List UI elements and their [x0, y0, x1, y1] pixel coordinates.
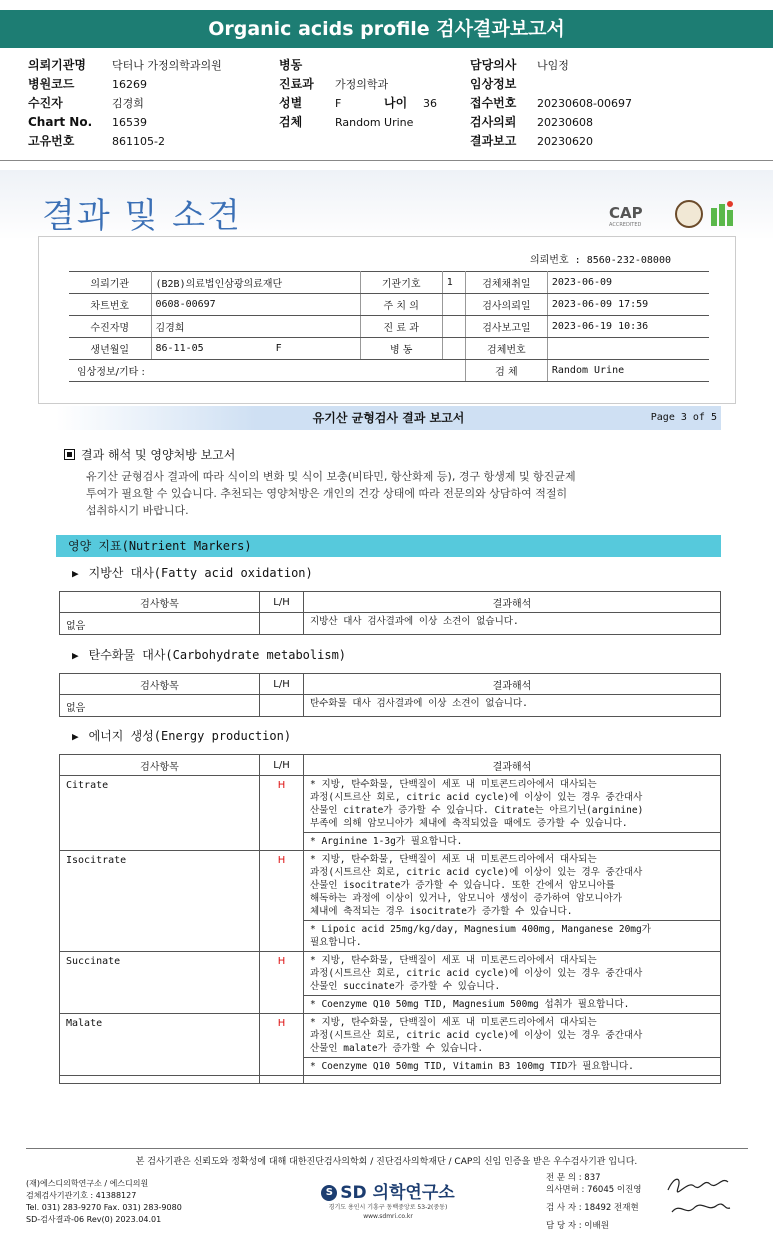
- description-line: 부족에 의해 암모니아가 체내에 축적되었을 때에도 증가할 수 있습니다.: [310, 818, 628, 829]
- info-label: 기관기호: [360, 272, 442, 294]
- header-label: 담당의사: [470, 58, 517, 72]
- header-value: 나임정: [537, 59, 569, 72]
- description-line: 체내에 축적되는 경우 isocitrate가 증가할 수 있습니다.: [310, 906, 573, 917]
- interpretation-line: 투여가 필요할 수 있습니다. 추천되는 영양처방은 개인의 건강 상태에 따라 전문의와 상담하여 적절히: [86, 487, 568, 500]
- triangle-right-icon: ▶: [72, 567, 79, 580]
- divider: [0, 160, 773, 161]
- section-title: 결과 및 소견: [42, 196, 242, 236]
- table-row: [60, 1014, 721, 1058]
- description-line: 산물인 citrate가 증가할 수 있습니다. Citrate는 아르기닌(arginine): [310, 805, 644, 816]
- seal-logo: [675, 200, 703, 228]
- recommendation-line: * Coenzyme Q10 50mg TID, Magnesium 500mg 섭취가 필요합니다.: [310, 999, 630, 1010]
- result-description: [304, 952, 721, 996]
- description-line: 과정(시트르산 회로, citric acid cycle)에 이상이 있는 경우 중간대사: [310, 1030, 643, 1041]
- lab-contact: [26, 1178, 182, 1226]
- col-interp: 결과해석: [304, 592, 721, 613]
- lab-logo: [709, 200, 735, 228]
- info-label: 주 치 의: [360, 294, 442, 316]
- description-line: 산물인 isocitrate가 증가할 수 있습니다. 또한 간에서 암모니아를: [310, 880, 615, 891]
- result-item: 없음: [60, 613, 260, 635]
- info-label: 병 동: [360, 338, 442, 360]
- col-interp: 결과해석: [304, 755, 721, 776]
- info-label: 의뢰기관: [69, 272, 151, 294]
- result-flag: [260, 613, 304, 635]
- recommendation-line: 필요합니다.: [310, 937, 362, 948]
- patient-header: [0, 56, 773, 152]
- result-recommendation: [304, 996, 721, 1014]
- report-bar: [56, 406, 721, 430]
- header-value: 16539: [112, 116, 147, 129]
- description-line: 과정(시트르산 회로, citric acid cycle)에 이상이 있는 경우 중간대사: [310, 867, 643, 878]
- section-heading-text: 에너지 생성(Energy production): [88, 729, 292, 743]
- header-value: 닥터나 가정의학과의원: [112, 59, 222, 72]
- info-label: 차트번호: [69, 294, 151, 316]
- result-recommendation: [304, 921, 721, 952]
- result-recommendation: [304, 833, 721, 851]
- request-number: 의뢰번호 : 8560-232-08000: [529, 255, 671, 266]
- info-label: 검 체: [465, 360, 547, 382]
- info-value: 김경희: [151, 316, 360, 338]
- report-subtitle: 유기산 균형검사 결과 보고서: [312, 411, 465, 425]
- recommendation-line: * Lipoic acid 25mg/kg/day, Magnesium 400mg, Manganese 20mg가: [310, 924, 651, 935]
- lab-url: www.sdmri.co.kr: [363, 1213, 413, 1220]
- header-value: 20230608: [537, 116, 593, 129]
- col-item: 검사항목: [60, 592, 260, 613]
- header-value: 가정의학과: [335, 78, 389, 91]
- result-table: [59, 591, 721, 635]
- description-line: * 지방, 탄수화물, 단백질이 세포 내 미토콘드리아에서 대사되는: [310, 779, 597, 790]
- section-heading-text: 지방산 대사(Fatty acid oxidation): [88, 566, 313, 580]
- info-value: 2023-06-19 10:36: [547, 316, 709, 338]
- result-table: [59, 673, 721, 717]
- col-lh: L/H: [260, 674, 304, 695]
- description-line: 과정(시트르산 회로, citric acid cycle)에 이상이 있는 경우 중간대사: [310, 968, 643, 979]
- info-value: 2023-06-09: [547, 272, 709, 294]
- description-line: 지방산 대사 검사결과에 이상 소견이 없습니다.: [310, 616, 519, 627]
- request-info-box: [38, 236, 736, 404]
- result-header-row: [60, 592, 721, 613]
- info-label: 검체번호: [465, 338, 547, 360]
- result-item: Citrate: [60, 776, 260, 851]
- header-value: 16269: [112, 78, 147, 91]
- info-label: 검체채취일: [465, 272, 547, 294]
- table-row: [60, 613, 721, 635]
- result-flag: H: [260, 952, 304, 1014]
- table-row: [60, 695, 721, 717]
- signatory-line: 전 문 의 : 837: [546, 1173, 601, 1183]
- info-value: [442, 338, 465, 360]
- cap-logo: CAP ACCREDITED: [609, 204, 643, 228]
- description-line: 탄수화물 대사 검사결과에 이상 소견이 없습니다.: [310, 698, 528, 709]
- sd-logo-block: [318, 1178, 458, 1221]
- header-label: 병원코드: [28, 77, 75, 91]
- request-info-table: [69, 271, 709, 382]
- info-label: 수진자명: [69, 316, 151, 338]
- info-value: 86-11-05 F: [151, 338, 360, 360]
- info-row: [69, 294, 709, 316]
- nutrient-markers-bar: 영양 지표(Nutrient Markers): [56, 535, 721, 557]
- info-label: 검사보고일: [465, 316, 547, 338]
- signatory-line: 담 당 자 : 이배원: [546, 1221, 609, 1231]
- header-label: 진료과: [279, 77, 314, 91]
- header-value: 20230608-00697: [537, 97, 632, 110]
- table-row: [60, 851, 721, 921]
- result-description: [304, 776, 721, 833]
- header-label: 수진자: [28, 96, 63, 110]
- signatory-line: 검 사 자 : 18492 전재현: [546, 1203, 639, 1213]
- result-item: Malate: [60, 1014, 260, 1076]
- result-header-row: [60, 674, 721, 695]
- sex-value: F: [275, 343, 282, 354]
- section-heading-text: 탄수화물 대사(Carbohydrate metabolism): [88, 648, 347, 662]
- table-row: [60, 776, 721, 833]
- info-label: 진 료 과: [360, 316, 442, 338]
- result-description: [304, 1014, 721, 1058]
- description-line: 해독하는 과정에 이상이 있거나, 암모니아 생성이 증가하여 암모니아가: [310, 893, 622, 904]
- result-flag: H: [260, 776, 304, 851]
- header-label: Chart No.: [28, 115, 93, 129]
- square-bullet-icon: [64, 449, 75, 460]
- header-label: 검체: [279, 115, 303, 129]
- age-value: 36: [423, 97, 437, 110]
- info-row: [69, 316, 709, 338]
- signature-icon: [664, 1172, 734, 1222]
- section-heading: [72, 727, 291, 744]
- result-table: [59, 754, 721, 1084]
- description-line: 산물인 malate가 증가할 수 있습니다.: [310, 1043, 484, 1054]
- result-flag: H: [260, 851, 304, 952]
- description-line: * 지방, 탄수화물, 단백질이 세포 내 미토콘드리아에서 대사되는: [310, 854, 597, 865]
- header-label: 병동: [279, 58, 303, 72]
- contact-line: SD-검사결과-06 Rev(0) 2023.04.01: [26, 1215, 162, 1224]
- interpretation-heading: 결과 해석 및 영양처방 보고서: [64, 446, 235, 463]
- result-description: [304, 695, 721, 717]
- section-heading: [72, 646, 346, 663]
- info-label: 검사의뢰일: [465, 294, 547, 316]
- result-flag: [260, 695, 304, 717]
- accreditation-logos: [609, 198, 739, 232]
- header-value: 20230620: [537, 135, 593, 148]
- table-row: [60, 952, 721, 996]
- header-label: 임상정보: [470, 77, 517, 91]
- report-title-bar: [0, 10, 773, 48]
- info-label: 생년월일: [69, 338, 151, 360]
- header-label: 결과보고: [470, 134, 517, 148]
- header-label: 접수번호: [470, 96, 517, 110]
- info-value: [547, 338, 709, 360]
- result-item: Succinate: [60, 952, 260, 1014]
- sd-logo: S SD 의학연구소: [318, 1178, 458, 1203]
- section-heading: [72, 564, 313, 581]
- interpretation-line: 섭취하시기 바랍니다.: [86, 504, 189, 517]
- result-description: [304, 613, 721, 635]
- info-value: [442, 316, 465, 338]
- result-flag: H: [260, 1014, 304, 1076]
- signatories: [546, 1172, 642, 1232]
- description-line: 과정(시트르산 회로, citric acid cycle)에 이상이 있는 경우 중간대사: [310, 792, 643, 803]
- info-value: (B2B)의료법인삼광의료재단: [151, 272, 360, 294]
- lab-address: 경기도 용인시 기흥구 동백중앙로 53-2(중동): [328, 1204, 448, 1211]
- col-lh: L/H: [260, 755, 304, 776]
- triangle-right-icon: ▶: [72, 730, 79, 743]
- table-row: [60, 1076, 721, 1084]
- header-value: 861105-2: [112, 135, 165, 148]
- result-description: [304, 851, 721, 921]
- page-indicator: Page 3 of 5: [650, 412, 717, 423]
- header-value: 김경희: [112, 97, 144, 110]
- header-value: F: [335, 97, 342, 110]
- triangle-right-icon: ▶: [72, 649, 79, 662]
- header-value: Random Urine: [335, 116, 414, 129]
- recommendation-line: * Arginine 1-3g가 필요합니다.: [310, 836, 463, 847]
- footer-divider: [26, 1148, 748, 1149]
- description-line: * 지방, 탄수화물, 단백질이 세포 내 미토콘드리아에서 대사되는: [310, 1017, 597, 1028]
- result-item: Isocitrate: [60, 851, 260, 952]
- info-value: 0608-00697: [151, 294, 360, 316]
- col-interp: 결과해석: [304, 674, 721, 695]
- col-lh: L/H: [260, 592, 304, 613]
- contact-line: (재)에스디의학연구소 / 에스디의원: [26, 1179, 149, 1188]
- accreditation-note: 본 검사기관은 신뢰도와 정확성에 대해 대한진단검사의학회 / 진단검사의학재단 / CAP의 신임 인증을 받은 우수검사기관 입니다.: [135, 1157, 638, 1167]
- info-value: 1: [442, 272, 465, 294]
- info-row: [69, 360, 709, 382]
- clinical-info-label: 임상정보/기타 :: [69, 360, 465, 382]
- report-title: Organic acids profile 검사결과보고서: [208, 18, 565, 40]
- info-value: [442, 294, 465, 316]
- info-value: 2023-06-09 17:59: [547, 294, 709, 316]
- result-recommendation: [304, 1058, 721, 1076]
- interpretation-text: [86, 468, 706, 519]
- header-label: 성별: [279, 96, 303, 110]
- contact-line: Tel. 031) 283-9270 Fax. 031) 283-9080: [26, 1203, 182, 1212]
- result-header-row: [60, 755, 721, 776]
- header-label: 고유번호: [28, 134, 75, 148]
- age-label: 나이: [384, 96, 408, 110]
- contact-line: 검체검사기관기호 : 41388127: [26, 1191, 137, 1200]
- info-row: [69, 272, 709, 294]
- header-label: 검사의뢰: [470, 115, 517, 129]
- header-label: 의뢰기관명: [28, 58, 86, 72]
- description-line: * 지방, 탄수화물, 단백질이 세포 내 미토콘드리아에서 대사되는: [310, 955, 597, 966]
- description-line: 산물인 succinate가 증가할 수 있습니다.: [310, 981, 501, 992]
- col-item: 검사항목: [60, 755, 260, 776]
- col-item: 검사항목: [60, 674, 260, 695]
- info-value: Random Urine: [547, 360, 709, 382]
- result-item: 없음: [60, 695, 260, 717]
- info-row: [69, 338, 709, 360]
- recommendation-line: * Coenzyme Q10 50mg TID, Vitamin B3 100mg TID가 필요합니다.: [310, 1061, 634, 1072]
- interpretation-line: 유기산 균형검사 결과에 따라 식이의 변화 및 식이 보충(비타민, 항산화제 등), 경구 항생제 및 항진균제: [86, 470, 576, 483]
- signatory-line: 의사면허 : 76045 이진영: [546, 1185, 642, 1195]
